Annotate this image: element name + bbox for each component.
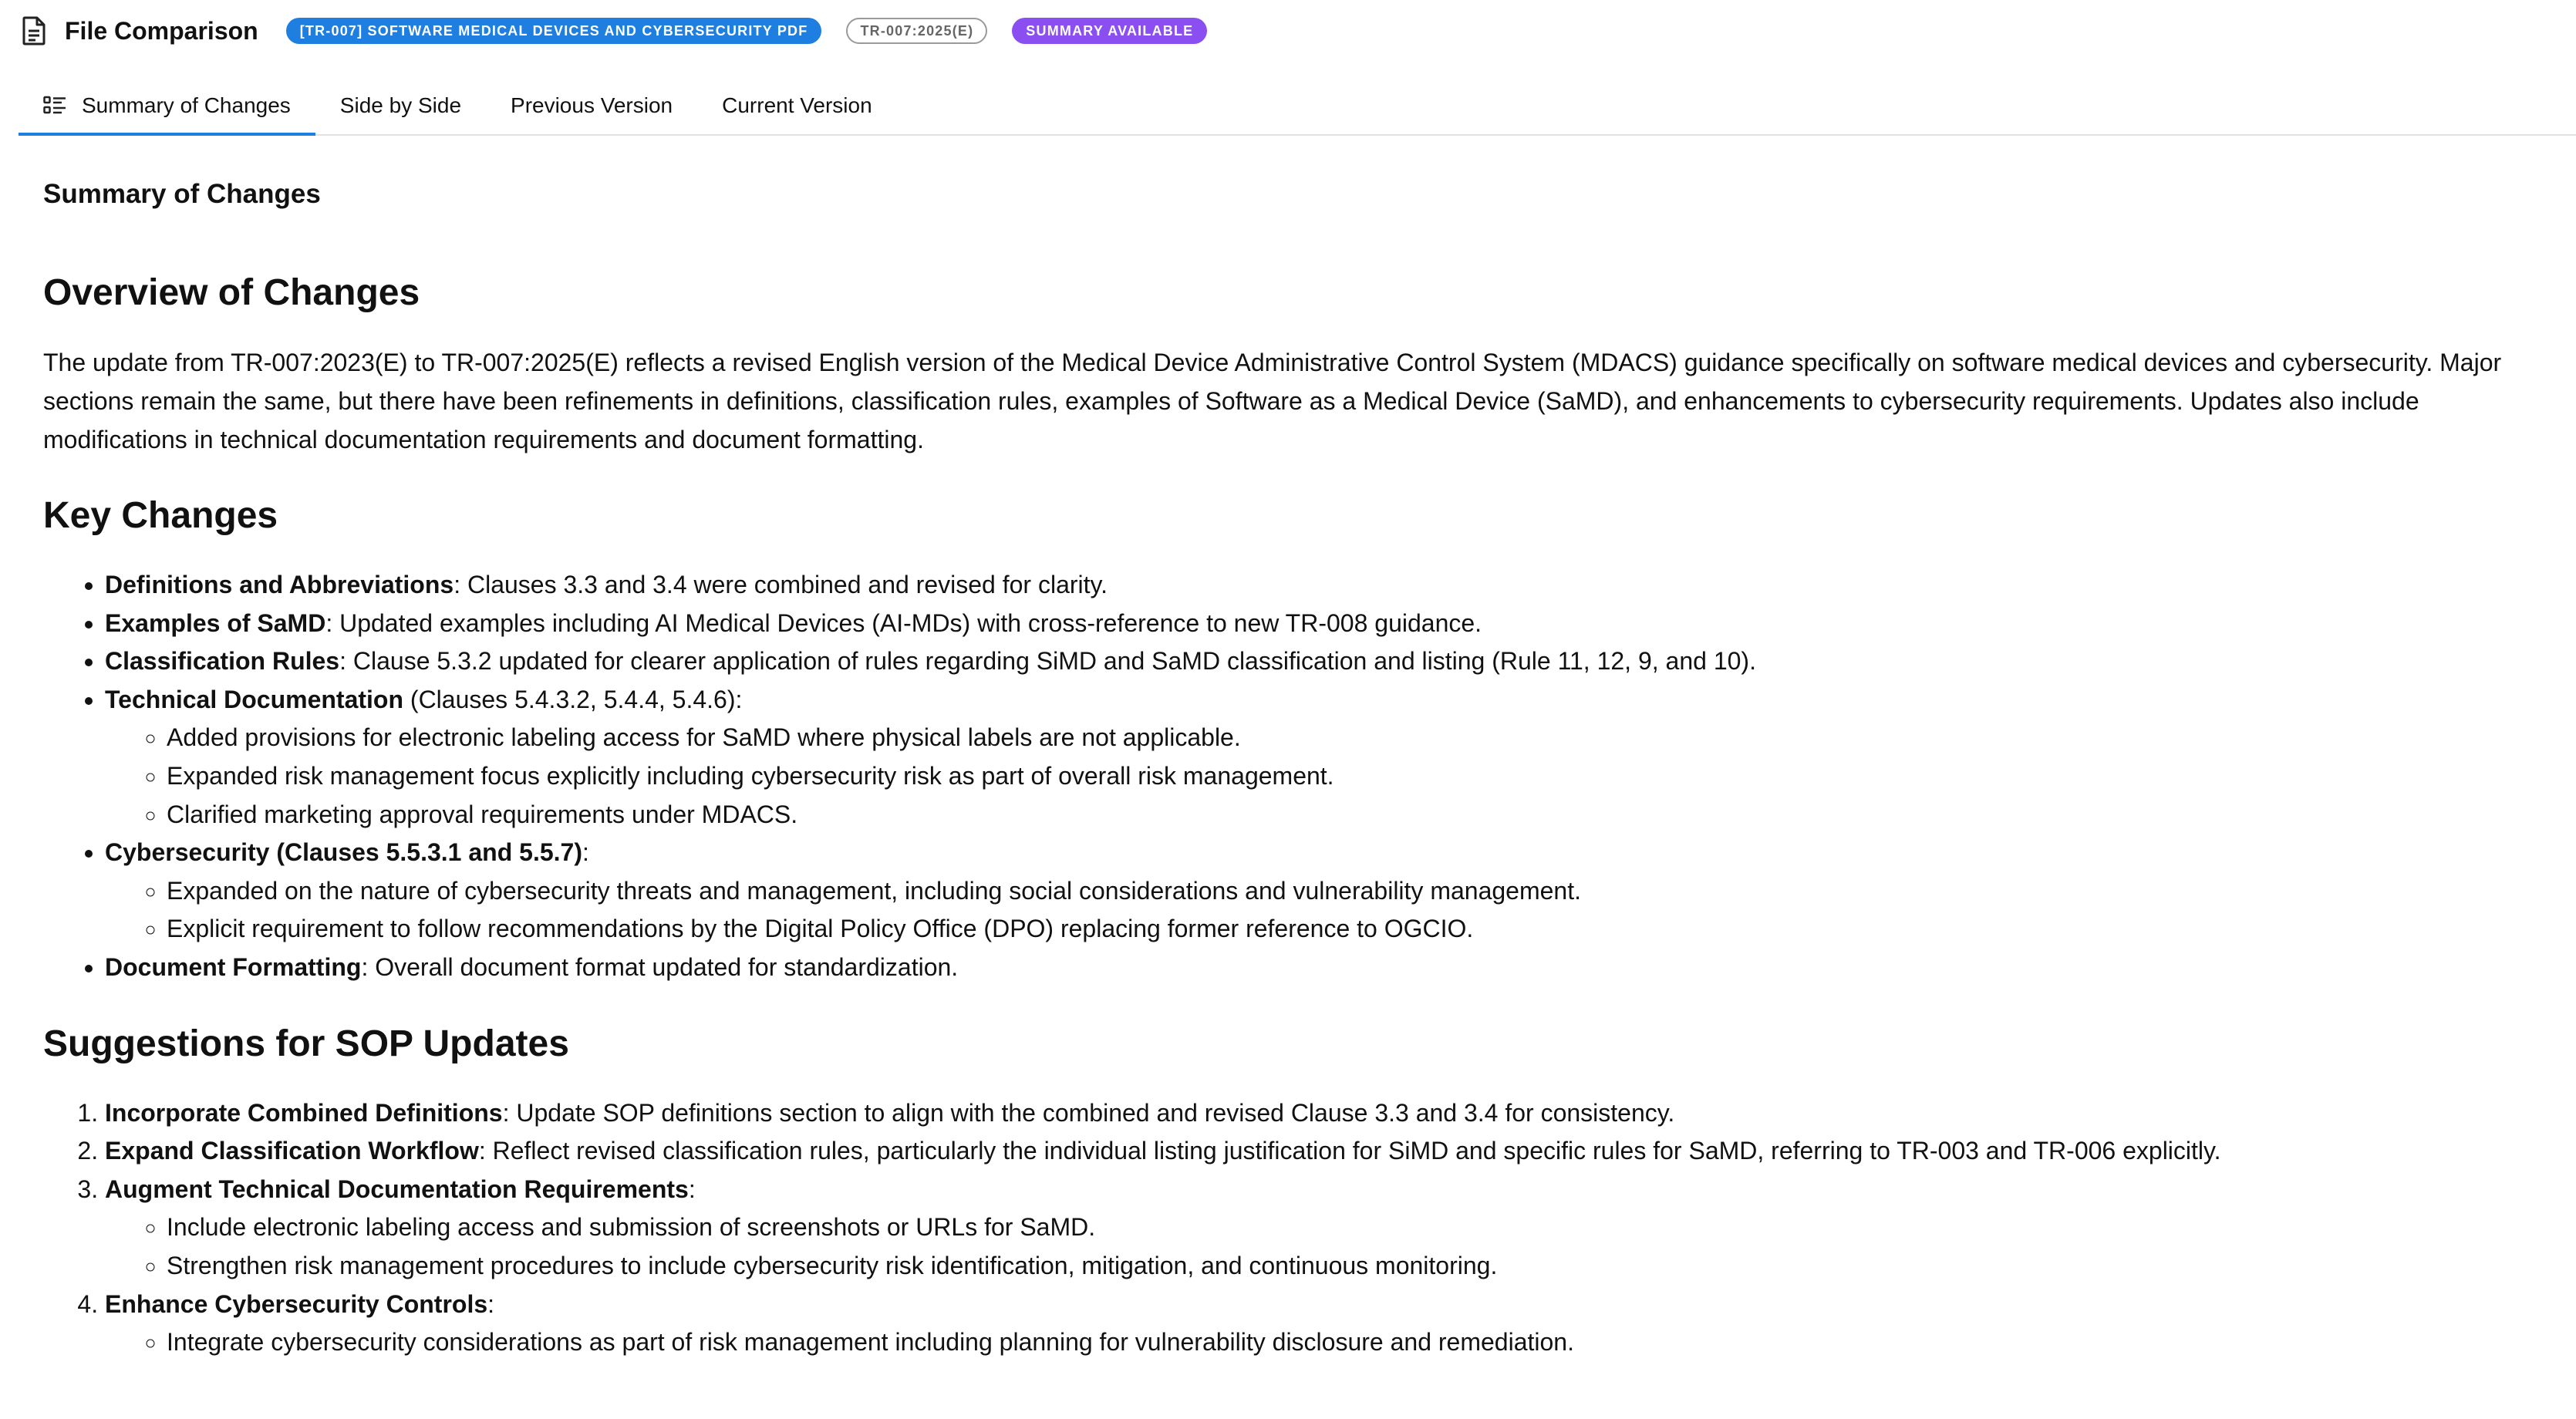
summary-content xyxy=(43,159,2565,1362)
app-header xyxy=(0,0,2576,62)
sub-list-item: ◦ Strengthen risk management procedures to include cybersecurity risk identification, mitigation, and continuous monitoring. xyxy=(167,1247,2565,1286)
sop-suggestions-list xyxy=(43,1094,2565,1362)
item-title: Enhance Cybersecurity Controls xyxy=(105,1289,488,1318)
document-badge: [TR-007] SOFTWARE MEDICAL DEVICES AND CYBERSECURITY PDF xyxy=(286,18,822,44)
list-item xyxy=(105,949,2565,987)
item-title: Expand Classification Workflow xyxy=(105,1137,479,1165)
item-title: Cybersecurity (Clauses 5.5.3.1 and 5.5.7) xyxy=(105,838,582,867)
sub-list xyxy=(105,872,2565,949)
item-text: : xyxy=(688,1175,696,1203)
item-text: : Overall document format updated for standardization. xyxy=(361,952,959,981)
list-item xyxy=(105,681,2565,834)
list-item xyxy=(105,1286,2565,1362)
sub-list xyxy=(105,719,2565,834)
status-badge: SUMMARY AVAILABLE xyxy=(1012,18,1207,44)
list-item xyxy=(105,834,2565,949)
key-changes-heading: Key Changes xyxy=(43,495,278,536)
list-details-icon xyxy=(43,96,66,116)
overview-text: The update from TR-007:2023(E) to TR-007:2025(E) reflects a revised English version of the Medical Device Administrative Control System (MDACS) guidance specifically on software medical devices and cybersecurity. Major sections remain the same, but there have been refinements in definitions, classification rules, examples of Software as a Medical Device (SaMD), and enhancements to cybersecurity requirements. Updates also include modifications in technical documentation requirements and document formatting. xyxy=(43,349,2502,453)
item-title: Document Formatting xyxy=(105,952,362,981)
item-text: : Update SOP definitions section to align with the combined and revised Clause 3.3 and 3.4 for consistency. xyxy=(502,1098,1675,1127)
tab-label: Side by Side xyxy=(339,93,462,117)
item-title: Technical Documentation xyxy=(105,685,404,713)
tab-summary-of-changes[interactable] xyxy=(19,77,315,134)
sub-list-item: ◦ Clarified marketing approval requirements under MDACS. xyxy=(167,796,2565,834)
item-text: : Clauses 3.3 and 3.4 were combined and revised for clarity. xyxy=(453,571,1108,598)
tab-label: Current Version xyxy=(722,93,872,117)
list-item xyxy=(105,1094,2565,1133)
list-item xyxy=(105,642,2565,681)
overview-heading: Overview of Changes xyxy=(43,272,420,313)
document-icon xyxy=(22,16,46,46)
summary-title: Summary of Changes xyxy=(43,179,321,209)
item-title: Definitions and Abbreviations xyxy=(105,571,454,598)
item-text: : xyxy=(582,838,589,867)
list-item xyxy=(105,1132,2565,1171)
tab-side-by-side[interactable] xyxy=(315,77,486,134)
version-badge: TR-007:2025(E) xyxy=(846,18,987,44)
item-text: : Updated examples including AI Medical Devices (AI-MDs) with cross-reference to new TR-008 guidance. xyxy=(325,608,1482,637)
page-title: File Comparison xyxy=(65,16,258,45)
sub-list-item: ◦ Integrate cybersecurity considerations as part of risk management including planning for vulnerability disclosure and remediation. xyxy=(167,1323,2565,1362)
tab-current-version[interactable] xyxy=(697,77,897,134)
tab-previous-version[interactable] xyxy=(486,77,697,134)
item-title: Augment Technical Documentation Requirements xyxy=(105,1175,689,1203)
item-text: : Reflect revised classification rules, particularly the individual listing justification for SiMD and specific rules for SaMD, referring to TR-003 and TR-006 explicitly. xyxy=(478,1137,2221,1165)
sub-list-item: ◦ Explicit requirement to follow recommendations by the Digital Policy Office (DPO) replacing former reference to OGCIO. xyxy=(167,910,2565,949)
sub-list-item: ◦ Expanded on the nature of cybersecurity threats and management, including social considerations and vulnerability management. xyxy=(167,872,2565,911)
item-title: Examples of SaMD xyxy=(105,608,326,637)
item-text: (Clauses 5.4.3.2, 5.4.4, 5.4.6): xyxy=(403,685,743,713)
sub-list-item: ◦ Expanded risk management focus explicitly including cybersecurity risk as part of overall risk management. xyxy=(167,757,2565,796)
tab-bar xyxy=(19,77,2576,136)
sub-list-item: ◦ Include electronic labeling access and submission of screenshots or URLs for SaMD. xyxy=(167,1208,2565,1247)
sub-list xyxy=(105,1208,2565,1285)
list-item xyxy=(105,566,2565,605)
list-item xyxy=(105,605,2565,643)
sub-list-item: ◦ Added provisions for electronic labeling access for SaMD where physical labels are not applicable. xyxy=(167,719,2565,757)
tab-label: Summary of Changes xyxy=(82,93,291,117)
item-text: : xyxy=(487,1289,495,1318)
item-title: Incorporate Combined Definitions xyxy=(105,1098,503,1127)
sop-suggestions-heading: Suggestions for SOP Updates xyxy=(43,1023,569,1064)
list-item xyxy=(105,1171,2565,1286)
key-changes-list xyxy=(43,566,2565,987)
sub-list xyxy=(105,1323,2565,1362)
item-text: : Clause 5.3.2 updated for clearer application of rules regarding SiMD and SaMD classification and listing (Rule 11, 12, 9, and 10). xyxy=(339,647,1756,676)
item-title: Classification Rules xyxy=(105,647,340,676)
tab-label: Previous Version xyxy=(511,93,673,117)
